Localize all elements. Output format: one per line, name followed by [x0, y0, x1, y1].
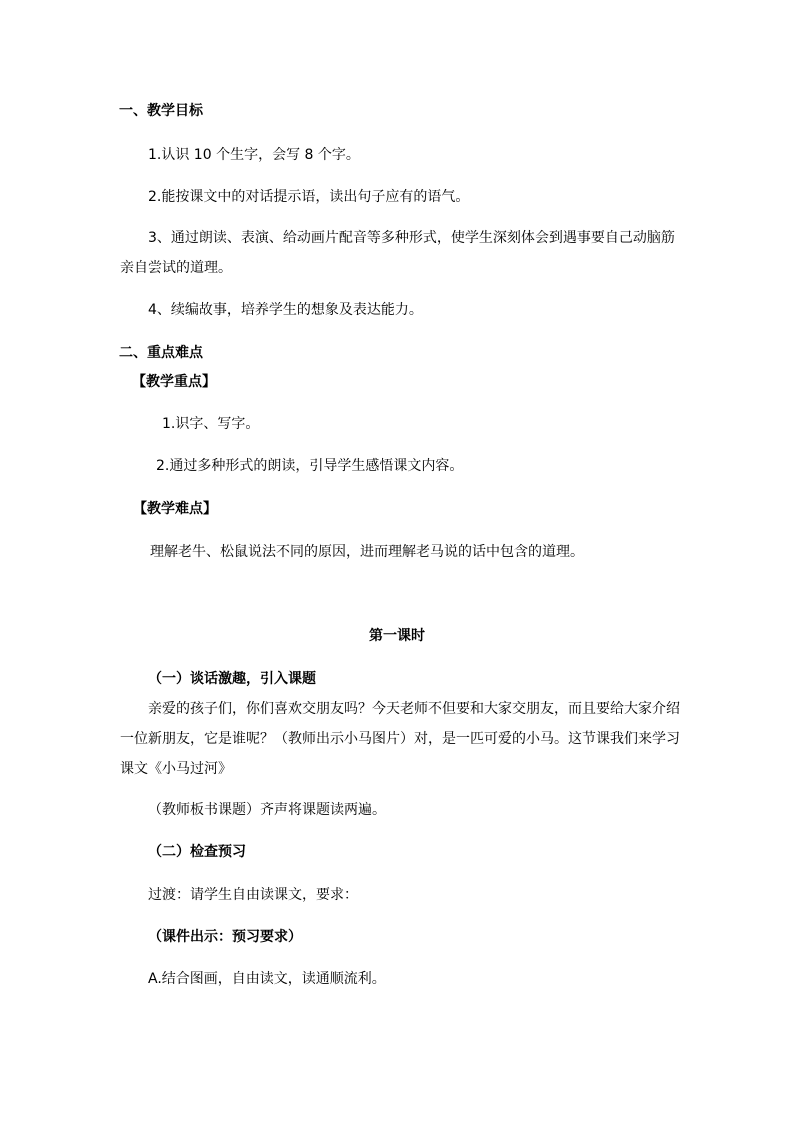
part1-note: （教师板书课题）齐声将课题读两遍。 [148, 802, 386, 818]
part2-heading: （二）检查预习 [148, 844, 246, 860]
lesson-title: 第一课时 [369, 628, 425, 644]
key-point-item-2: 2.通过多种形式的朗读，引导学生感悟课文内容。 [156, 458, 464, 474]
part2-transition: 过渡：请学生自由读课文，要求： [148, 887, 358, 903]
goal-item-3-continued: 亲自尝试的道理。 [120, 260, 232, 276]
goal-item-2: 2.能按课文中的对话提示语，读出句子应有的语气。 [148, 189, 470, 205]
difficulty-label: 【教学难点】 [133, 501, 217, 517]
section-heading-key-points: 二、重点难点 [119, 345, 203, 361]
key-points-label: 【教学重点】 [132, 374, 216, 390]
goal-item-1: 1.认识 10 个生字，会写 8 个字。 [148, 147, 360, 163]
part1-paragraph-line-1: 亲爱的孩子们，你们喜欢交朋友吗？今天老师不但要和大家交朋友，而且要给大家介绍 [148, 701, 680, 717]
courseware-label: （课件出示：预习要求） [148, 929, 302, 945]
key-point-item-1: 1.识字、写字。 [162, 416, 260, 432]
goal-item-3: 3、通过朗读、表演、给动画片配音等多种形式，使学生深刻体会到遇事要自己动脑筋 [148, 230, 675, 246]
section-heading-goals: 一、教学目标 [119, 103, 203, 119]
goal-item-4: 4、续编故事，培养学生的想象及表达能力。 [148, 302, 423, 318]
difficulty-text: 理解老牛、松鼠说法不同的原因，进而理解老马说的话中包含的道理。 [150, 544, 584, 560]
part1-paragraph-line-2: 一位新朋友，它是谁呢？（教师出示小马图片）对，是一匹可爱的小马。这节课我们来学习 [120, 731, 680, 747]
requirement-a: A.结合图画，自由读文，读通顺流利。 [148, 971, 386, 987]
part1-paragraph-line-3: 课文《小马过河》 [120, 761, 232, 777]
part1-heading: （一）谈话激趣，引入课题 [148, 671, 316, 687]
